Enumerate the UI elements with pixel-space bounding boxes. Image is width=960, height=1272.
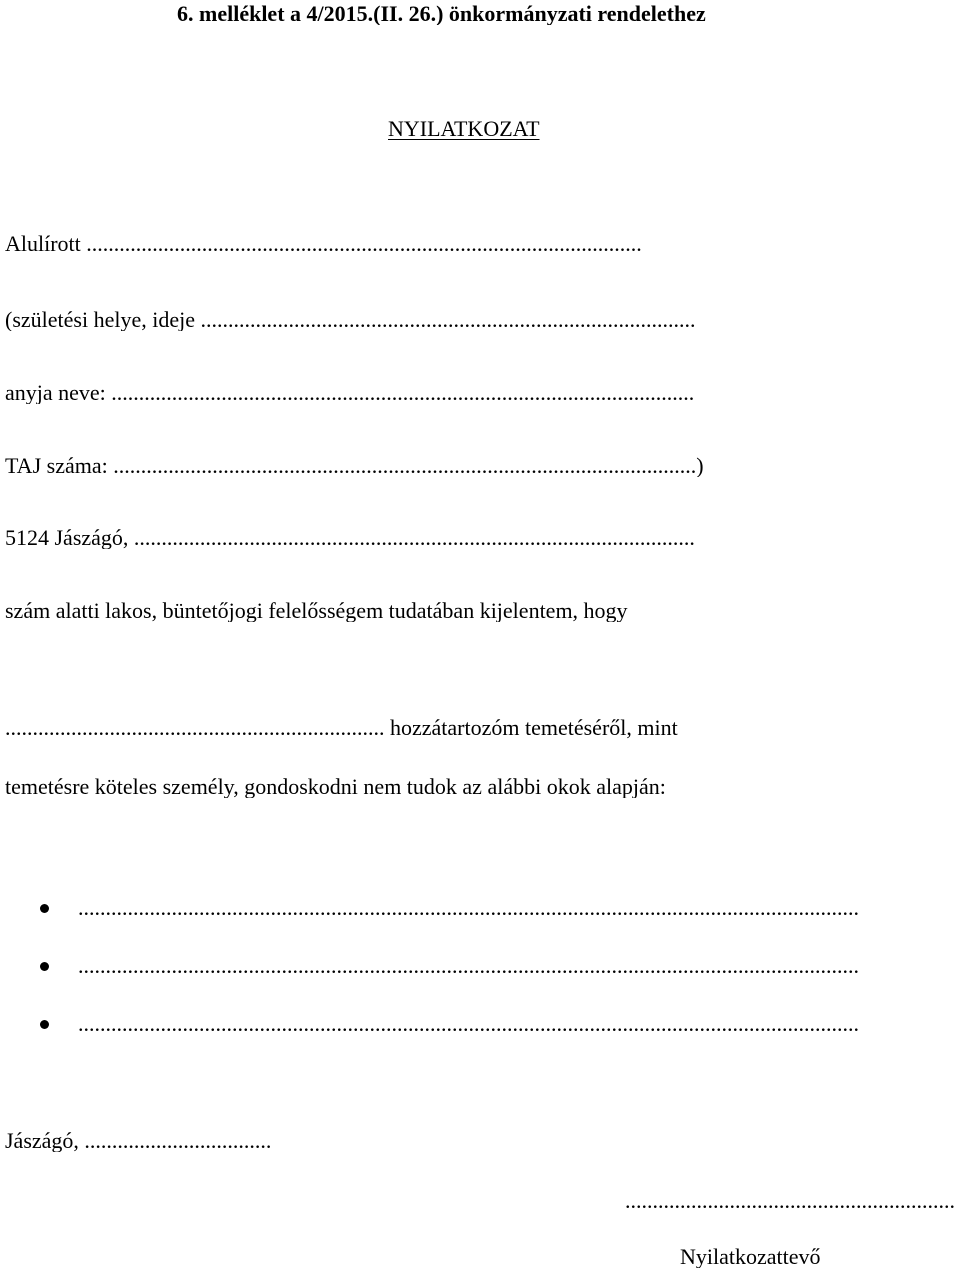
document-title: NYILATKOZAT <box>388 118 540 140</box>
signature-line: ............................................................ <box>625 1190 955 1212</box>
line-alulirott: Alulírott ..................................................................................................... <box>5 233 642 255</box>
annex-header: 6. melléklet a 4/2015.(II. 26.) önkormányzati rendelethez <box>177 3 706 25</box>
bullet-icon <box>40 1020 49 1029</box>
line-hozzatartozo: ..................................................................... hozzátartozóm temetéséről, mint <box>5 717 678 739</box>
bullet-icon <box>40 962 49 971</box>
bullet-icon <box>40 904 49 913</box>
reason-dots: .............................................................................................................................................. <box>78 897 859 920</box>
reason-dots: .............................................................................................................................................. <box>78 1013 859 1036</box>
reason-dots: .............................................................................................................................................. <box>78 955 859 978</box>
line-lakos-nyilatkozat: szám alatti lakos, büntetőjogi felelősségem tudatában kijelentem, hogy <box>5 600 628 622</box>
reason-list-item <box>40 897 958 921</box>
line-szuletesi-hely-ido: (születési helye, ideje .......................................................................................... <box>5 309 696 331</box>
place-date-line: Jászágó, .................................. <box>5 1130 272 1152</box>
line-lakcim: 5124 Jászágó, ...................................................................................................... <box>5 527 695 549</box>
line-temetesre-koteles: temetésre köteles személy, gondoskodni nem tudok az alábbi okok alapján: <box>5 776 666 798</box>
line-anyja-neve: anyja neve: .......................................................................................................... <box>5 382 695 404</box>
reason-list-item <box>40 955 958 979</box>
reason-list-item <box>40 1013 958 1037</box>
signer-label: Nyilatkozattevő <box>680 1246 821 1268</box>
line-taj-szama: TAJ száma: ..........................................................................................................) <box>5 455 704 477</box>
